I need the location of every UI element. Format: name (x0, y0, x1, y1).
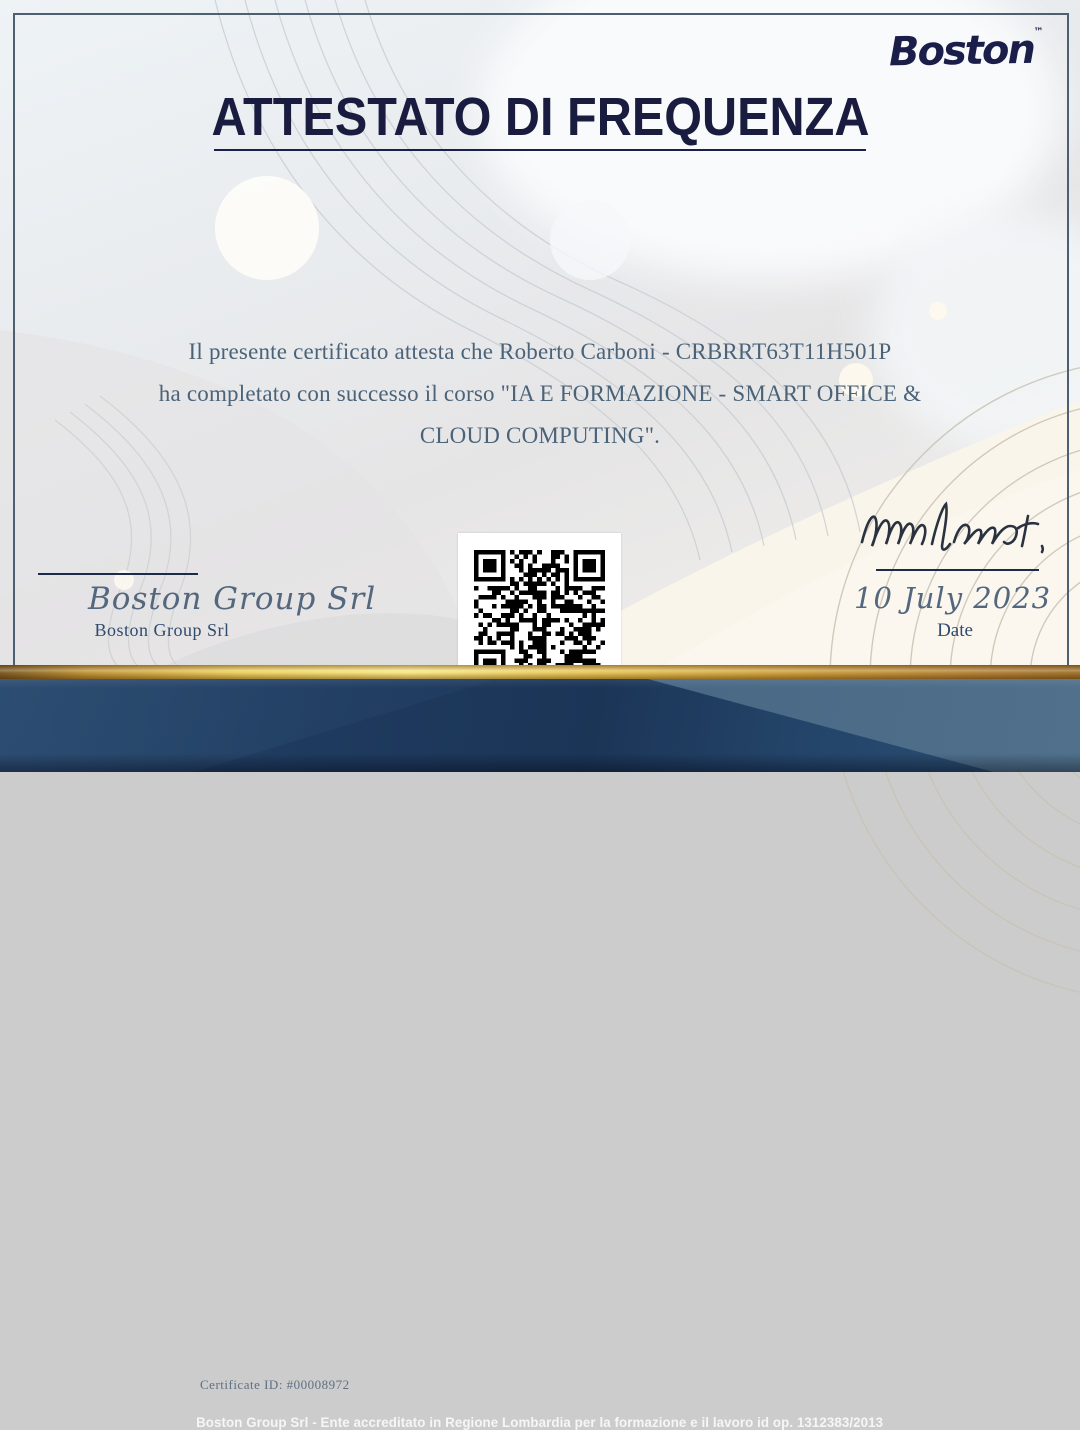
body-line-1: Il presente certificato attesta che Roberto Carboni - CRBRRT63T11H501P (188, 339, 892, 364)
boston-logo-text: Boston (888, 26, 1035, 76)
body-line-2: ha completato con successo il corso "IA E FORMAZIONE - SMART OFFICE & (158, 381, 922, 406)
date-label: Date (937, 620, 973, 641)
certificate-id: Certificate ID: #00008972 (200, 1377, 350, 1392)
certificate-title: ATTESTATO DI FREQUENZA (211, 87, 869, 147)
certificate-body (0, 331, 1080, 457)
body-line-3: CLOUD COMPUTING". (419, 423, 661, 448)
footer-band-shade (0, 679, 1080, 772)
issuer-signature-script: Boston Group Srl (88, 581, 377, 617)
trademark-symbol: ™ (1033, 26, 1044, 38)
boston-logo (889, 27, 1045, 76)
title-underline (214, 149, 866, 151)
issuer-printed-name: Boston Group Srl (94, 620, 230, 640)
date-value: 10 July 2023 (854, 581, 1052, 615)
gold-divider-band (0, 665, 1080, 679)
qr-code-pattern (474, 550, 605, 681)
footer-accreditation-text: Boston Group Srl - Ente accreditato in Regione Lombardia per la formazione e il lavoro id op. 1312383/2013 (196, 1414, 884, 1430)
date-line (876, 569, 1039, 571)
footer-band (0, 679, 1080, 1430)
issuer-signature-line (38, 573, 198, 575)
footer-accreditation (0, 1414, 1080, 1430)
handwritten-signature-icon (858, 498, 1048, 564)
